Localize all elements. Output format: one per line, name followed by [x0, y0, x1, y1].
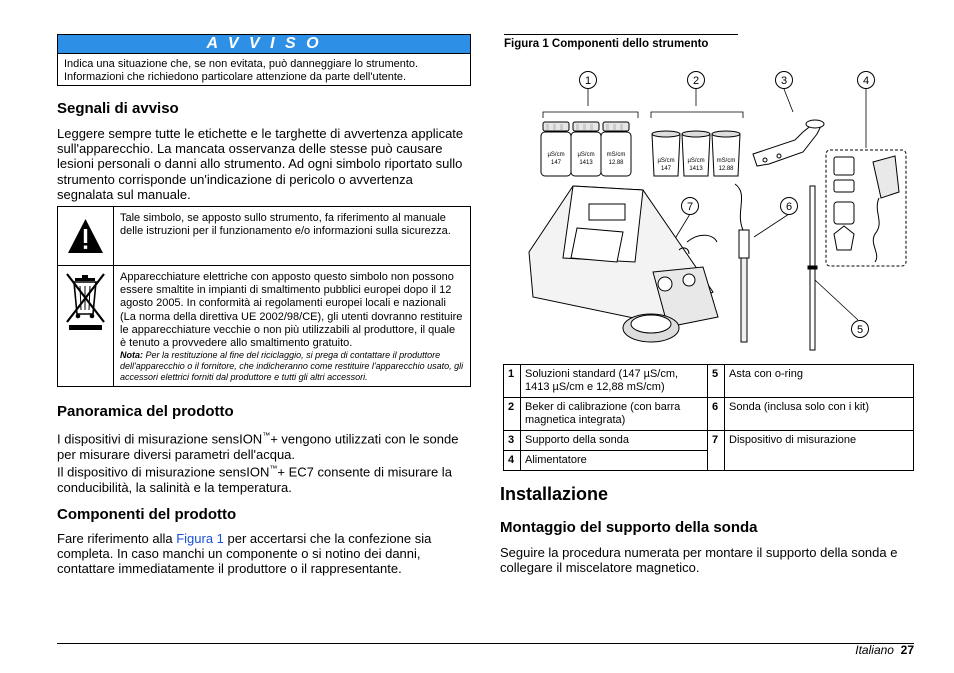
svg-text:µS/cm: µS/cm [687, 158, 705, 164]
legend-row [504, 398, 914, 431]
symbols-row2-text: Apparecchiature elettriche con apposto questo simbolo non possono essere smaltite in impianti di smaltimento pubblici europei dopo il 12 agosto 2005. In conformità ai regolamenti europei locali e nazionali (La norma della direttiva UE 2002/98/CE), gli utenti dovranno restituire le apparecchiature vecchie o non più utilizzabili al produttore, il quale è tenuto a provvedere allo smaltimento gratuito. [120, 271, 463, 350]
instrument-components-figure [503, 62, 914, 360]
symbols-note [120, 350, 464, 383]
footer-divider [57, 643, 914, 644]
bottle-label-147: µS/cm [547, 152, 565, 158]
legend-number: 4 [504, 451, 521, 471]
note-text: Per la restituzione al fine del riciclaggio, si prega di contattare il produttore dell'apparecchio o il fornitore, che indicheranno come restituire l'apparecchio usato, gli accessori elettrici forniti dal produttore e tutti gli altri accessori. [120, 350, 464, 383]
standard-solution-bottles [541, 122, 631, 176]
figure-legend [503, 364, 914, 471]
legend-number: 1 [504, 365, 521, 398]
p1-trademark: ™ [262, 431, 271, 440]
callout-4: 4 [857, 71, 875, 89]
page-number: 27 [900, 643, 914, 657]
symbols-row-weee [58, 266, 470, 386]
legend-number: 5 [708, 365, 725, 398]
legend-number: 3 [504, 431, 521, 451]
legend-text: Soluzioni standard (147 µS/cm, 1413 µS/cm e 12,88 mS/cm) [521, 365, 708, 398]
callout-6: 6 [780, 197, 798, 215]
legend-row [504, 365, 914, 398]
p2-text-a: Il dispositivo di misurazione sensION [57, 464, 270, 480]
footer [820, 643, 914, 657]
svg-text:147: 147 [660, 166, 672, 172]
p2-trademark: ™ [269, 464, 278, 473]
probe-holder [753, 120, 824, 166]
svg-text:mS/cm: mS/cm [716, 158, 736, 164]
heading-componenti: Componenti del prodotto [57, 506, 237, 523]
legend-text: Asta con o-ring [725, 365, 914, 398]
heading-segnali: Segnali di avviso [57, 100, 179, 117]
p1-text-a: I dispositivi di misurazione sensION [57, 431, 263, 447]
svg-text:147: 147 [550, 160, 562, 166]
callout-3: 3 [775, 71, 793, 89]
panoramica-paragraph-2 [57, 461, 471, 495]
calibration-beakers [652, 131, 740, 176]
bottle-label-1413: µS/cm [577, 152, 595, 158]
notice-text: Indica una situazione che, se non evitata, può danneggiare lo strumento. Informazioni che richiedono particolare attenzione da parte dell'utente. [64, 58, 419, 83]
svg-text:µS/cm: µS/cm [657, 158, 675, 164]
figure-caption: Figura 1 Componenti dello strumento [504, 34, 738, 50]
svg-text:12.88: 12.88 [718, 166, 734, 172]
p2-text-b: + EC7 consente di misurare la conducibilità, la salinità e la temperatura. [57, 464, 452, 495]
componenti-text-a: Fare riferimento alla [57, 531, 177, 546]
figure-1-link[interactable]: Figura 1 [176, 531, 224, 546]
heading-installazione: Installazione [500, 484, 609, 504]
legend-row [504, 431, 914, 451]
legend-text: Dispositivo di misurazione [725, 431, 914, 471]
svg-text:1413: 1413 [579, 160, 593, 166]
note-label: Nota: [120, 350, 143, 361]
callout-2: 2 [687, 71, 705, 89]
symbols-row-warning [58, 207, 470, 266]
legend-number: 7 [708, 431, 725, 471]
legend-number: 6 [708, 398, 725, 431]
p1-text-b: + vengono utilizzati con le sonde per misurare diversi parametri dell'acqua. [57, 431, 459, 462]
power-supply [826, 150, 906, 266]
legend-text: Sonda (inclusa solo con i kit) [725, 398, 914, 431]
svg-text:1413: 1413 [689, 166, 703, 172]
symbols-table [57, 206, 471, 387]
legend-text: Beker di calibrazione (con barra magnetica integrata) [521, 398, 708, 431]
svg-text:12.88: 12.88 [608, 160, 624, 166]
footer-language: Italiano [855, 643, 894, 657]
warning-triangle-icon [58, 207, 113, 265]
notice-box [57, 34, 471, 86]
callout-7: 7 [681, 197, 699, 215]
legend-text: Alimentatore [521, 451, 708, 471]
symbols-row1-text: Tale simbolo, se apposto sullo strumento, fa riferimento al manuale delle istruzioni per il funzionamento e/o informazioni sulla sicurezza. [120, 212, 451, 238]
segnali-paragraph: Leggere sempre tutte le etichette e le targhette di avvertenza applicate sull'apparecchio. La mancata osservanza delle stesse può causare lesioni personali o danni allo strumento. Ad ogni simbolo riportato sullo strumento corrisponde un'indicazione di pericolo o avvertenza segnalata sul manuale. [57, 126, 464, 202]
legend-number: 2 [504, 398, 521, 431]
callout-5: 5 [851, 320, 869, 338]
rod-with-oring [808, 186, 817, 350]
componenti-text-b: per accertarsi che la confezione sia completa. In caso manchi un componente o si notino dei danni, contattare immediatamente il produttore o il rappresentante. [57, 531, 432, 577]
probe [735, 184, 749, 342]
installazione-paragraph: Seguire la procedura numerata per montare il supporto della sonda e collegare il miscelatore magnetico. [500, 545, 898, 576]
bottle-label-1288: mS/cm [606, 152, 626, 158]
weee-bin-icon [58, 266, 113, 386]
heading-panoramica: Panoramica del prodotto [57, 403, 234, 420]
heading-montaggio: Montaggio del supporto della sonda [500, 519, 758, 536]
legend-text: Supporto della sonda [521, 431, 708, 451]
notice-title: A V V I S O [58, 35, 470, 54]
callout-1: 1 [579, 71, 597, 89]
panoramica-paragraph-1 [57, 428, 471, 462]
componenti-paragraph [57, 531, 471, 577]
